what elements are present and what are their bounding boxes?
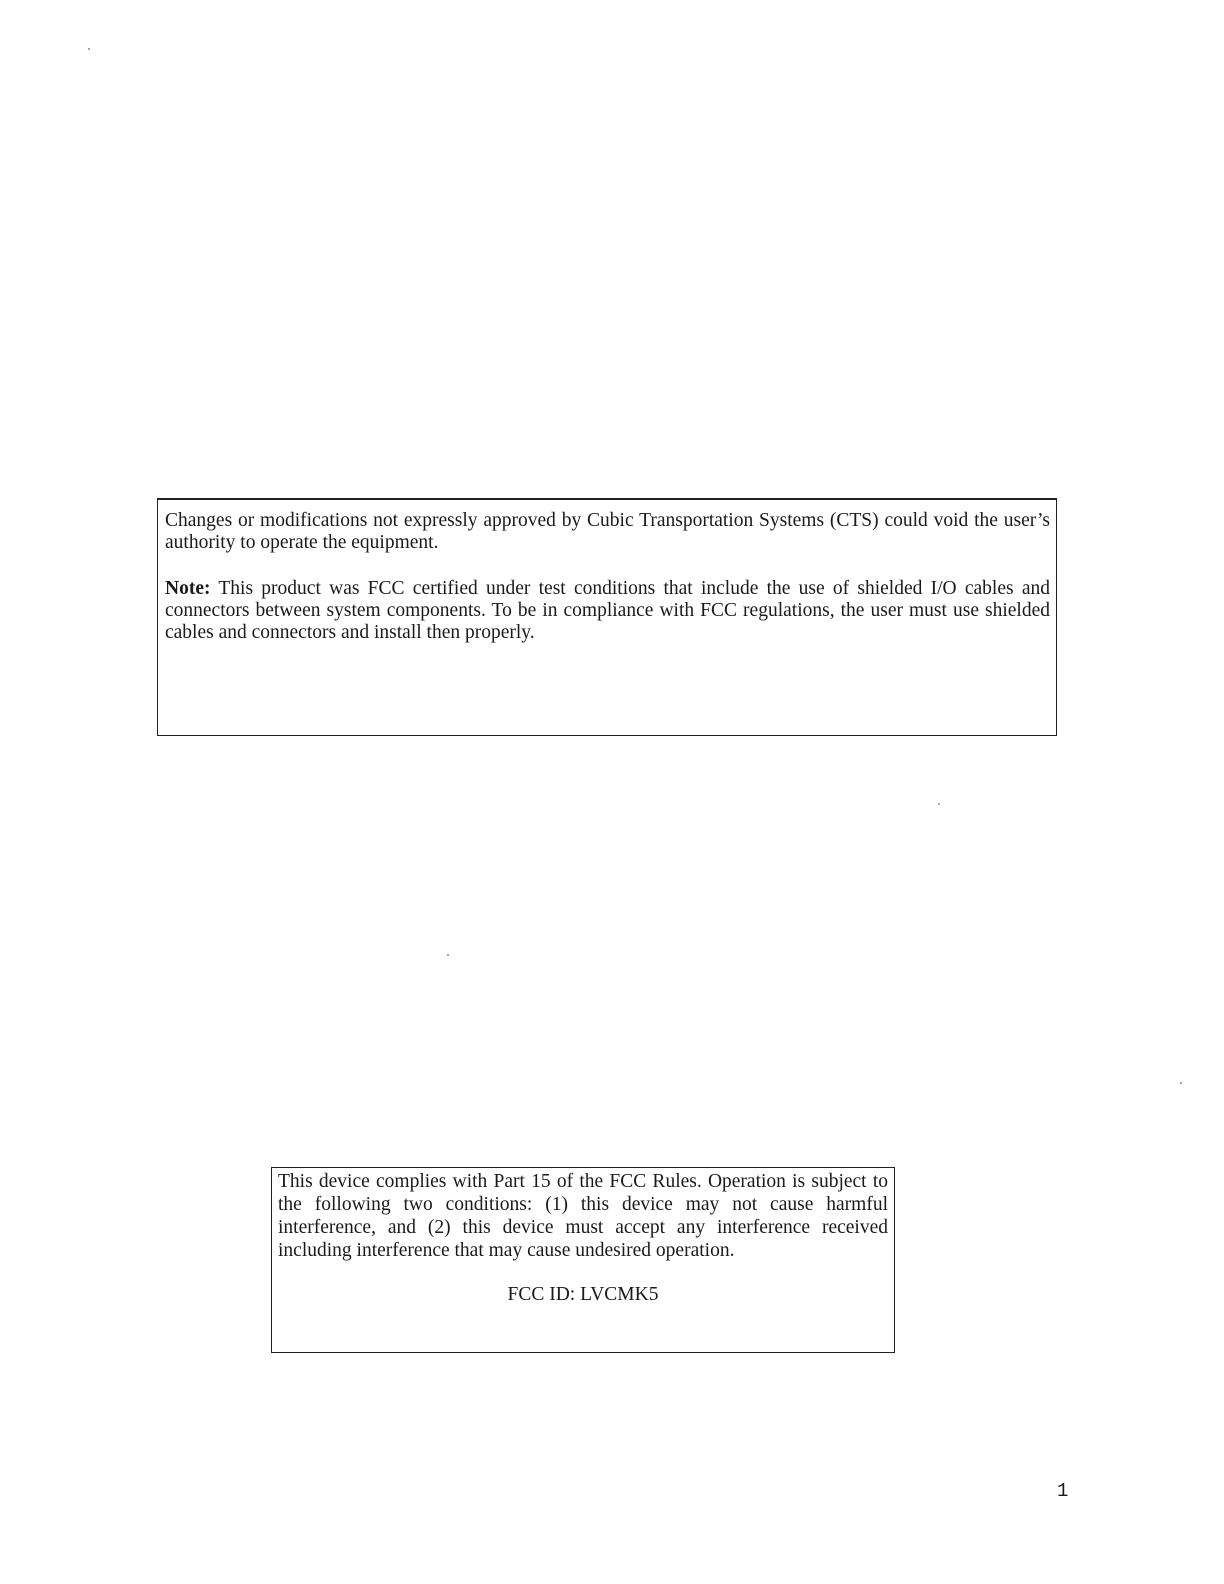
page-number: 1	[1057, 1480, 1069, 1502]
scan-speck	[88, 48, 90, 50]
fcc-id: FCC ID: LVCMK5	[507, 1284, 659, 1305]
shielded-cable-note	[165, 578, 1050, 644]
note-text: This product was FCC certified under test conditions that include the use of shielded I/O cables and connectors between system components. To be in compliance with FCC regulations, the user must use shielded cables and connectors and install then properly.	[165, 578, 1050, 643]
scan-speck	[1180, 1082, 1182, 1084]
scan-speck	[447, 954, 449, 956]
modification-warning: Changes or modifications not expressly approved by Cubic Transportation Systems (CTS) could void the user’s authority to operate the equipment.	[165, 510, 1050, 553]
compliance-notice-box	[157, 498, 1057, 736]
fcc-part15-box	[271, 1167, 895, 1353]
note-label: Note:	[165, 578, 211, 599]
scan-speck	[938, 803, 940, 805]
part15-statement: This device complies with Part 15 of the FCC Rules. Operation is subject to the following two conditions: (1) this device may not cause harmful interference, and (2) this device must accept any interference received including interference that may cause undesired operation.	[278, 1171, 888, 1261]
